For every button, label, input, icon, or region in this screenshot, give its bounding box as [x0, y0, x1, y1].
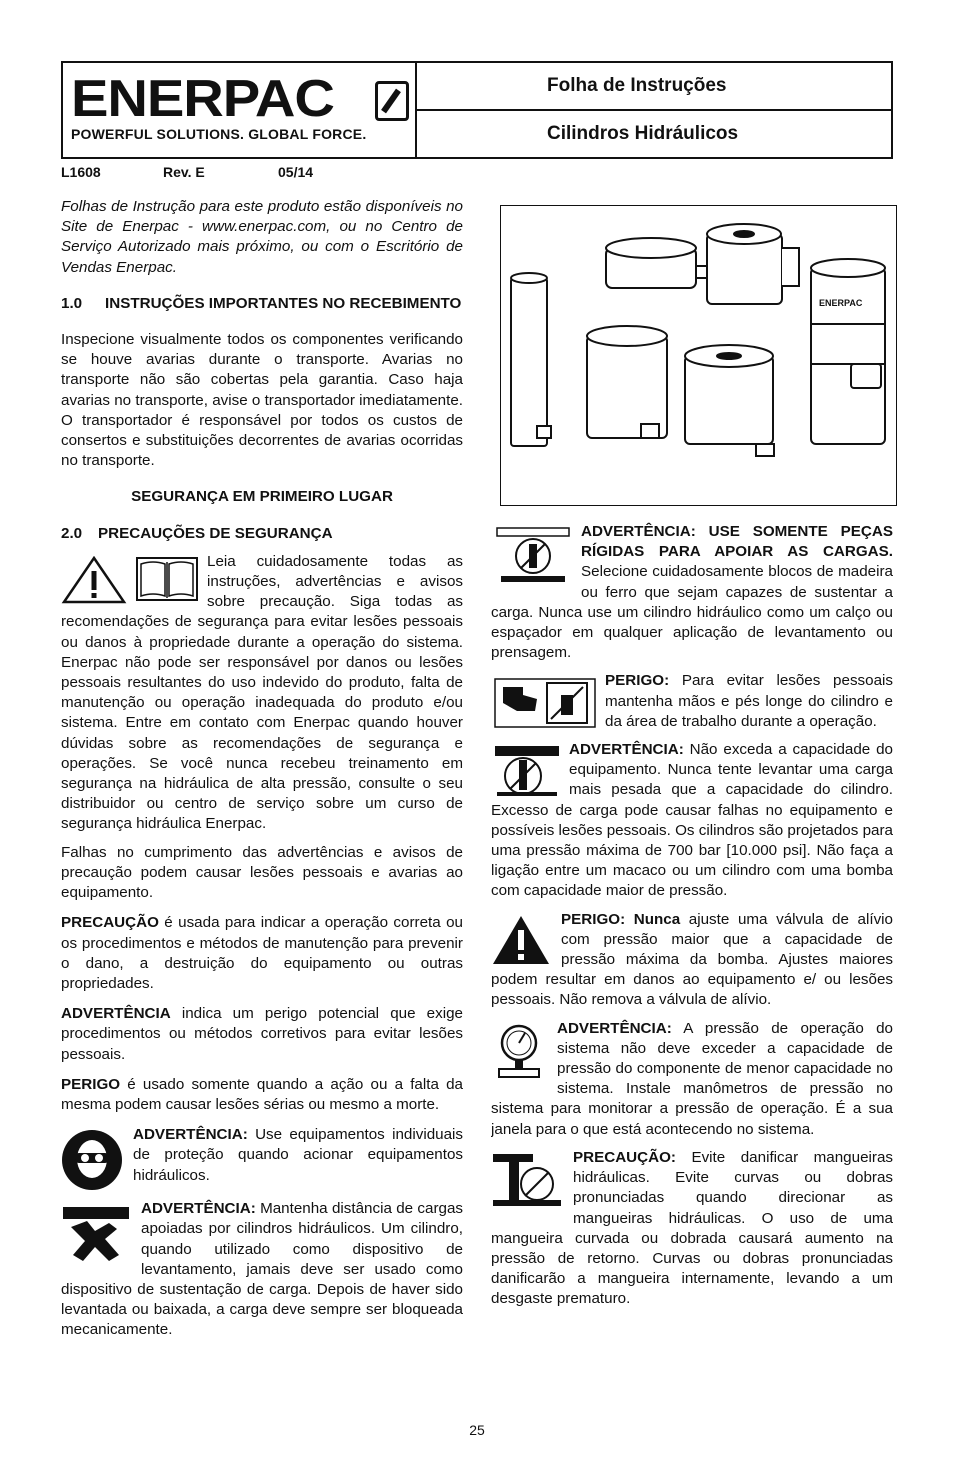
ppe-warning-label: ADVERTÊNCIA:	[133, 1126, 248, 1144]
doc-date: 05/14	[278, 164, 314, 180]
crushed-hand-icon	[61, 1203, 131, 1267]
section-2-text: Leia cuidadosamente todas as instruções, advertências e avisos sobre precaução. Siga todas as recomendações de segurança para evitar lesões pessoais ou danos à propriedade durante a operação do sistema. Enerpac não pode ser responsável por danos ou lesões pessoais resultantes do uso indevido do produto, falta de manutenção ou operação inadequada do produto e/ou sistema. Entre em contato com Enerpac quando houver dúvidas sobre as recomendações de segurança e operações. Se você nunca recebeu treinamento em segurança na hidráulica de alta pressão, consulte o seu distribuidor ou centro de serviço sobre um curso de segurança hidráulica Enerpac.	[61, 552, 463, 833]
advertencia-label: ADVERTÊNCIA	[61, 1005, 171, 1023]
left-column	[61, 197, 463, 1349]
capacity-warning-body: Não exceda a capacidade do equipamento. Nunca tente levantar uma carga mais pesada que a capacidade do cilindro. Excesso de carga pode causar falhas no equipamento e possíveis lesões pessoais. Os cilindros são projetados para uma pressão máxima de 700 bar [10.000 psi]. Não faça a ligação entre um macaco ou um cilindro com uma bomba com capacidade maior de pressão.	[491, 741, 893, 900]
hose-precaution-body: Evite danificar mangueiras hidráulicas. Evite curvas ou dobras pronunciadas quando direcionar as mangueiras hidráulicas. O uso de uma mangueira curvada ou dobrada causará aumento na pressão de retorno. Curvas ou dobras pronunciadas danificarão a mangueira internamente, levando a um desgaste prematuro.	[491, 1148, 893, 1308]
load-warning-label: ADVERTÊNCIA:	[141, 1200, 256, 1218]
right-column	[491, 201, 893, 1318]
section-1-title: INSTRUÇÕES IMPORTANTES NO RECEBIMENTO	[105, 294, 462, 312]
title-cell	[417, 63, 891, 157]
load-warning-body: Mantenha distância de cargas apoiadas por cilindros hidráulicos. Um cilindro, quando utilizado como dispositivo de levantamento, jamais deve ser usado como dispositivo de sustentação de carga. Depois de haver sido levantada ou baixada, a carga deve sempre ser bloqueada mecanicamente.	[61, 1200, 463, 1339]
doc-revision: Rev. E	[163, 164, 205, 180]
rigid-parts-warning-body: Selecione cuidadosamente blocos de madeira ou ferro que sejam capazes de sustentar a carga. Nunca use um cilindro hidráulico como um calço ou espaçador em qualquer aplicação de levantamento ou prensagem.	[491, 563, 893, 662]
hand-foot-crush-icon	[493, 675, 597, 731]
header-box	[61, 61, 893, 159]
hose-precaution-block	[491, 1148, 893, 1310]
perigo-definition	[61, 1075, 463, 1115]
safety-first-heading: SEGURANÇA EM PRIMEIRO LUGAR	[131, 488, 393, 506]
relief-valve-danger-text	[491, 910, 893, 1011]
section-2-number: 2.0	[61, 524, 83, 542]
enerpac-logo: ENERPAC	[71, 70, 334, 128]
hose-damage-icon	[491, 1152, 563, 1210]
pressure-warning-body: A pressão de operação do sistema não deve exceder a capacidade de pressão do componente de menor capacidade no sistema. Instale manômetros de pressão no sistema para monitorar a pressão de operação. É a sua janela para o que está acontecendo no sistema.	[491, 1019, 893, 1138]
danger-triangle-icon	[491, 914, 551, 966]
safety-goggles-icon	[61, 1129, 123, 1191]
rigid-support-icon	[493, 526, 573, 586]
section-2-heading	[61, 524, 463, 544]
doc-subtitle: Cilindros Hidráulicos	[547, 122, 739, 144]
intro-paragraph: Folhas de Instrução para este produto estão disponíveis no Site de Enerpac - www.enerpac.com, ou no Centro de Serviço Autorizado mais próximo, ou com o Escritório de Vendas Enerpac.	[61, 198, 463, 276]
svg-text:ENERPAC: ENERPAC	[819, 298, 863, 308]
doc-code: L1608	[61, 164, 101, 180]
hands-feet-danger-label: PERIGO:	[605, 672, 670, 690]
relief-valve-danger-body: ajuste uma válvula de alívio com pressão maior que a capacidade de pressão máxima da bomba. Ajustes maiores podem resultar em danos ao equipamento e/ ou lesões pessoais. Não remova a válvula de alívio.	[491, 910, 893, 1009]
overload-icon	[493, 744, 561, 798]
enerpac-logo-mark-icon	[375, 81, 409, 121]
relief-valve-danger-label: PERIGO: Nunca	[561, 910, 681, 928]
hands-feet-danger-block	[491, 671, 893, 732]
precaucao-text: é usada para indicar a operação correta ou os procedimentos e métodos de manutenção para prevenir o dano, a destruição do equipamento ou outras propriedades.	[61, 914, 463, 992]
section-1-text: Inspecione visualmente todos os componentes verificando se houve avarias durante o transporte. Avarias no transporte não são cobertas pela garantia. Caso haja avarias no transporte, avise o transportador imediatamente. O transportador é responsável por todos os custos de consertos e substituições decorrentes de avarias ocorridas no transporte.	[61, 331, 463, 470]
precaucao-definition	[61, 913, 463, 994]
cylinder-products-illustration	[500, 205, 897, 506]
logo-cell	[63, 63, 417, 157]
pressure-warning-block	[491, 1019, 893, 1140]
section-1-heading	[61, 294, 463, 314]
relief-valve-danger-block	[491, 910, 893, 1011]
rigid-parts-warning-label: ADVERTÊNCIA: USE SOMENTE PEÇAS RÍGIDAS PARA APOIAR AS CARGAS.	[581, 523, 893, 561]
falhas-paragraph: Falhas no cumprimento das advertências e avisos de precaução podem causar lesões pessoais e avarias ao equipamento.	[61, 843, 463, 902]
pressure-gauge-icon	[495, 1023, 543, 1081]
capacity-warning-block	[491, 740, 893, 902]
capacity-warning-label: ADVERTÊNCIA:	[569, 741, 684, 759]
safety-intro-block	[61, 552, 463, 835]
hose-precaution-label: PRECAUÇÃO:	[573, 1148, 676, 1166]
page-number: 25	[469, 1422, 485, 1438]
section-1-number: 1.0	[61, 294, 83, 312]
pressure-warning-text	[491, 1019, 893, 1140]
pressure-warning-label: ADVERTÊNCIA:	[557, 1019, 672, 1037]
perigo-label: PERIGO	[61, 1075, 121, 1093]
doc-title: Folha de Instruções	[417, 63, 891, 111]
manual-book-icon	[135, 556, 199, 604]
rigid-parts-warning-block	[491, 522, 893, 663]
ppe-warning-body: Use equipamentos individuais de proteção quando acionar equipamentos hidráulicos.	[133, 1126, 463, 1184]
hands-feet-danger-body: Para evitar lesões pessoais mantenha mãos e pés longe do cilindro e da área de trabalho durante a operação.	[605, 672, 893, 730]
warning-triangle-icon	[61, 556, 127, 604]
precaucao-label: PRECAUÇÃO	[61, 914, 159, 932]
load-warning-block	[61, 1199, 463, 1340]
document-reference	[61, 162, 313, 182]
ppe-warning-block	[61, 1125, 463, 1191]
tagline: POWERFUL SOLUTIONS. GLOBAL FORCE.	[71, 126, 367, 142]
advertencia-text: indica um perigo potencial que exige procedimentos ou métodos corretivos para evitar lesões pessoais.	[61, 1005, 463, 1063]
section-2-title: PRECAUÇÕES DE SEGURANÇA	[98, 524, 333, 542]
perigo-text: é usado somente quando a ação ou a falta da mesma podem causar lesões sérias ou mesmo a morte.	[61, 1075, 463, 1113]
advertencia-definition	[61, 1004, 463, 1065]
